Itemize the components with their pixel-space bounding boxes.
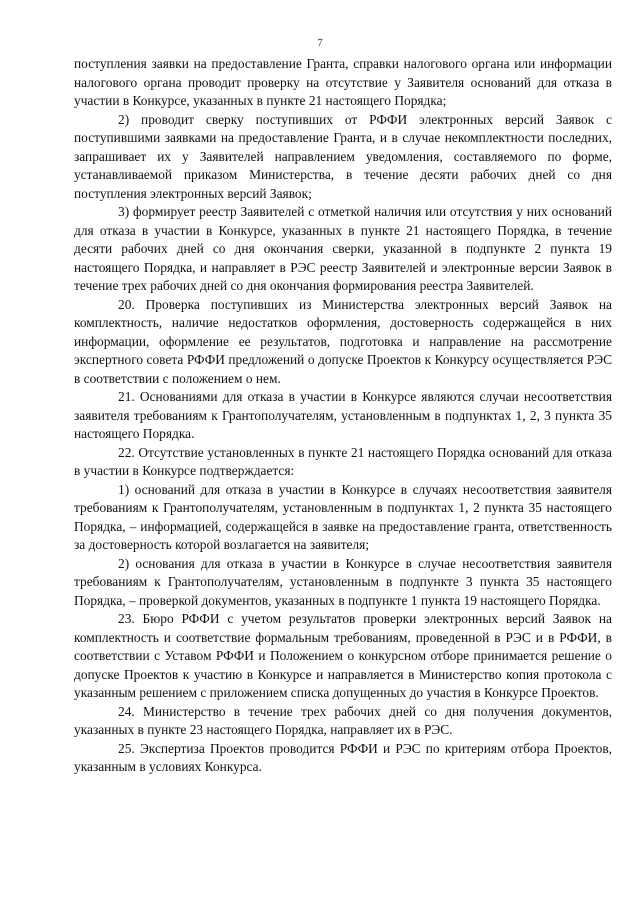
paragraph: 23. Бюро РФФИ с учетом результатов проверки электронных версий Заявок на комплектность и соответствие формальным требованиям, проведенной в РЭС и в РФФИ, в соответствии с Уставом РФФИ и Положением о конкурсном отборе принимается решение о допуске Проектов к участию в Конкурсе и направляется в Министерство копия протокола с указанным решением с приложением списка допущенных до участия в Конкурсе Проектов. xyxy=(74,611,612,700)
paragraph: 21. Основаниями для отказа в участии в Конкурсе являются случаи несоответствия заявителя требованиям к Грантополучателям, установленным в подпунктах 1, 2, 3 пункта 35 настоящего Порядка. xyxy=(74,389,612,441)
paragraph: 24. Министерство в течение трех рабочих дней со дня получения документов, указанных в пункте 23 настоящего Порядка, направляет их в РЭС. xyxy=(74,703,612,737)
paragraph: 3) формирует реестр Заявителей с отметкой наличия или отсутствия у них оснований для отказа в участии в Конкурсе, указанных в пункте 21 настоящего Порядка, в течение десяти рабочих дней со дня окончания сверки, указанной в подпункте 2 пункта 19 настоящего Порядка, и направляет в РЭС реестр Заявителей и электронные версии Заявок в течение трех рабочих дней со дня окончания формирования реестра Заявителей. xyxy=(74,204,612,293)
paragraph: 1) оснований для отказа в участии в Конкурсе в случаях несоответствия заявителя требованиям к Грантополучателям, установленным в подпунктах 1, 2 пункта 35 настоящего Порядка, – информацией, содержащейся в заявке на предоставление гранта, ответственность за достоверность которой возлагается на заявителя; xyxy=(74,481,612,552)
document-body xyxy=(74,55,612,777)
paragraph: 20. Проверка поступивших из Министерства электронных версий Заявок на комплектность, наличие недостатков оформления, достоверность содержащейся в них информации, оформление ее результатов, подготовка и направление на рассмотрение экспертного совета РФФИ предложений о допуске Проектов к Конкурсу осуществляется РЭС в соответствии с положением о нем. xyxy=(74,296,612,386)
paragraph: поступления заявки на предоставление Гранта, справки налогового органа или информации налогового органа проводит проверку на отсутствие у Заявителя оснований для отказа в участии в Конкурсе, указанных в пункте 21 настоящего Порядка; xyxy=(74,56,612,108)
page-number: 7 xyxy=(317,37,323,49)
paragraph: 25. Экспертиза Проектов проводится РФФИ и РЭС по критериям отбора Проектов, указанным в условиях Конкурса. xyxy=(74,740,612,774)
paragraph: 22. Отсутствие установленных в пункте 21 настоящего Порядка оснований для отказа в участии в Конкурсе подтверждается: xyxy=(74,444,612,478)
paragraph: 2) проводит сверку поступивших от РФФИ электронных версий Заявок с поступившими заявками на предоставление Гранта, и в случае некомплектности последних, запрашивает их у Заявителей направлением уведомления, составляемого по форме, устанавливаемой приказом Министерства, в течение десяти рабочих дней со дня поступления электронных версий Заявок; xyxy=(74,111,612,201)
paragraph: 2) основания для отказа в участии в Конкурсе в случае несоответствия заявителя требованиям к Грантополучателям, установленным в подпункте 3 пункта 35 настоящего Порядка, – проверкой документов, указанных в подпункте 1 пункта 19 настоящего Порядка. xyxy=(74,555,612,608)
